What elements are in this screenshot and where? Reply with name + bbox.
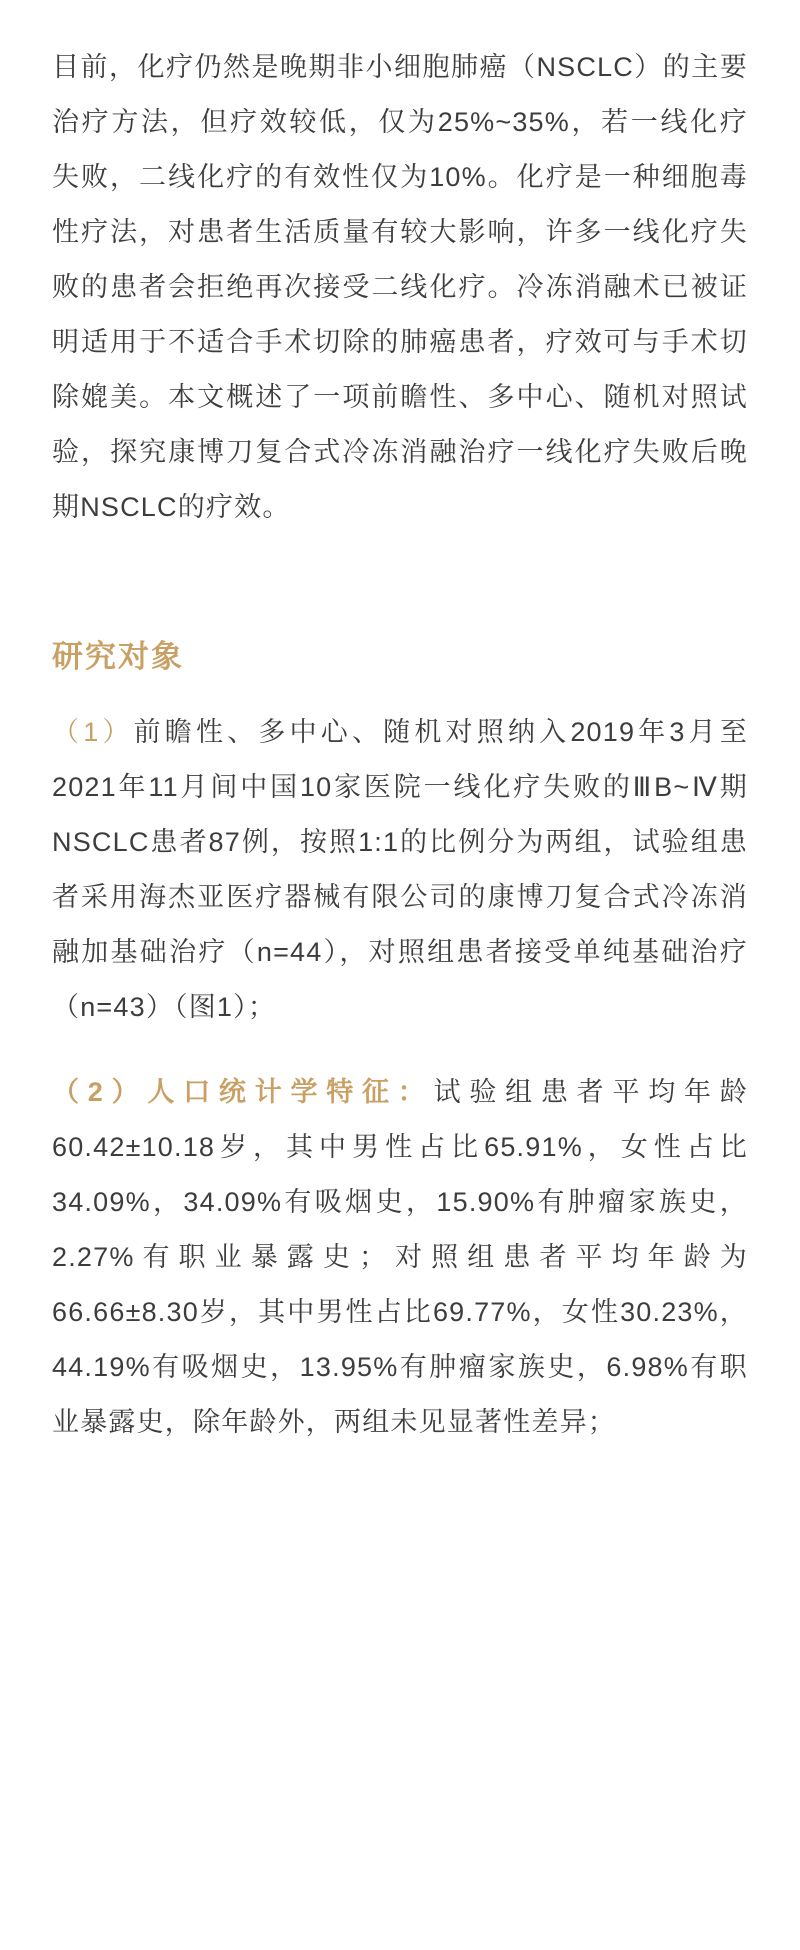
list-item-2	[52, 1065, 748, 1450]
section-heading-research-subjects: 研究对象	[52, 639, 184, 674]
intro-paragraph: 目前，化疗仍然是晚期非小细胞肺癌（NSCLC）的主要治疗方法，但疗效较低，仅为25%~35%，若一线化疗失败，二线化疗的有效性仅为10%。化疗是一种细胞毒性疗法，对患者生活质量有较大影响，许多一线化疗失败的患者会拒绝再次接受二线化疗。冷冻消融术已被证明适用于不适合手术切除的肺癌患者，疗效可与手术切除媲美。本文概述了一项前瞻性、多中心、随机对照试验，探究康博刀复合式冷冻消融治疗一线化疗失败后晚期NSCLC的疗效。	[52, 52, 748, 522]
list-item-2-lead: 人口统计学特征：	[147, 1077, 434, 1107]
list-item-1-text: 前瞻性、多中心、随机对照纳入2019年3月至2021年11月间中国10家医院一线化疗失败的ⅢB~Ⅳ期NSCLC患者87例，按照1:1的比例分为两组，试验组患者采用海杰亚医疗器械有限公司的康博刀复合式冷冻消融加基础治疗（n=44），对照组患者接受单纯基础治疗（n=43）（图1）；	[52, 717, 748, 1022]
spacer	[52, 553, 748, 587]
list-item-2-marker: （2）	[52, 1077, 148, 1107]
list-item-2-text: 试验组患者平均年龄60.42±10.18岁，其中男性占比65.91%，女性占比34.09%，34.09%有吸烟史，15.90%有肿瘤家族史，2.27%有职业暴露史；对照组患者平均年龄为66.66±8.30岁，其中男性占比69.77%，女性30.23%，44.19%有吸烟史，13.95%有肿瘤家族史，6.98%有职业暴露史，除年龄外，两组未见显著性差异；	[52, 1077, 748, 1437]
spacer	[52, 1043, 748, 1065]
list-item-1	[52, 705, 748, 1035]
list-item-1-marker: （1）	[52, 717, 134, 747]
